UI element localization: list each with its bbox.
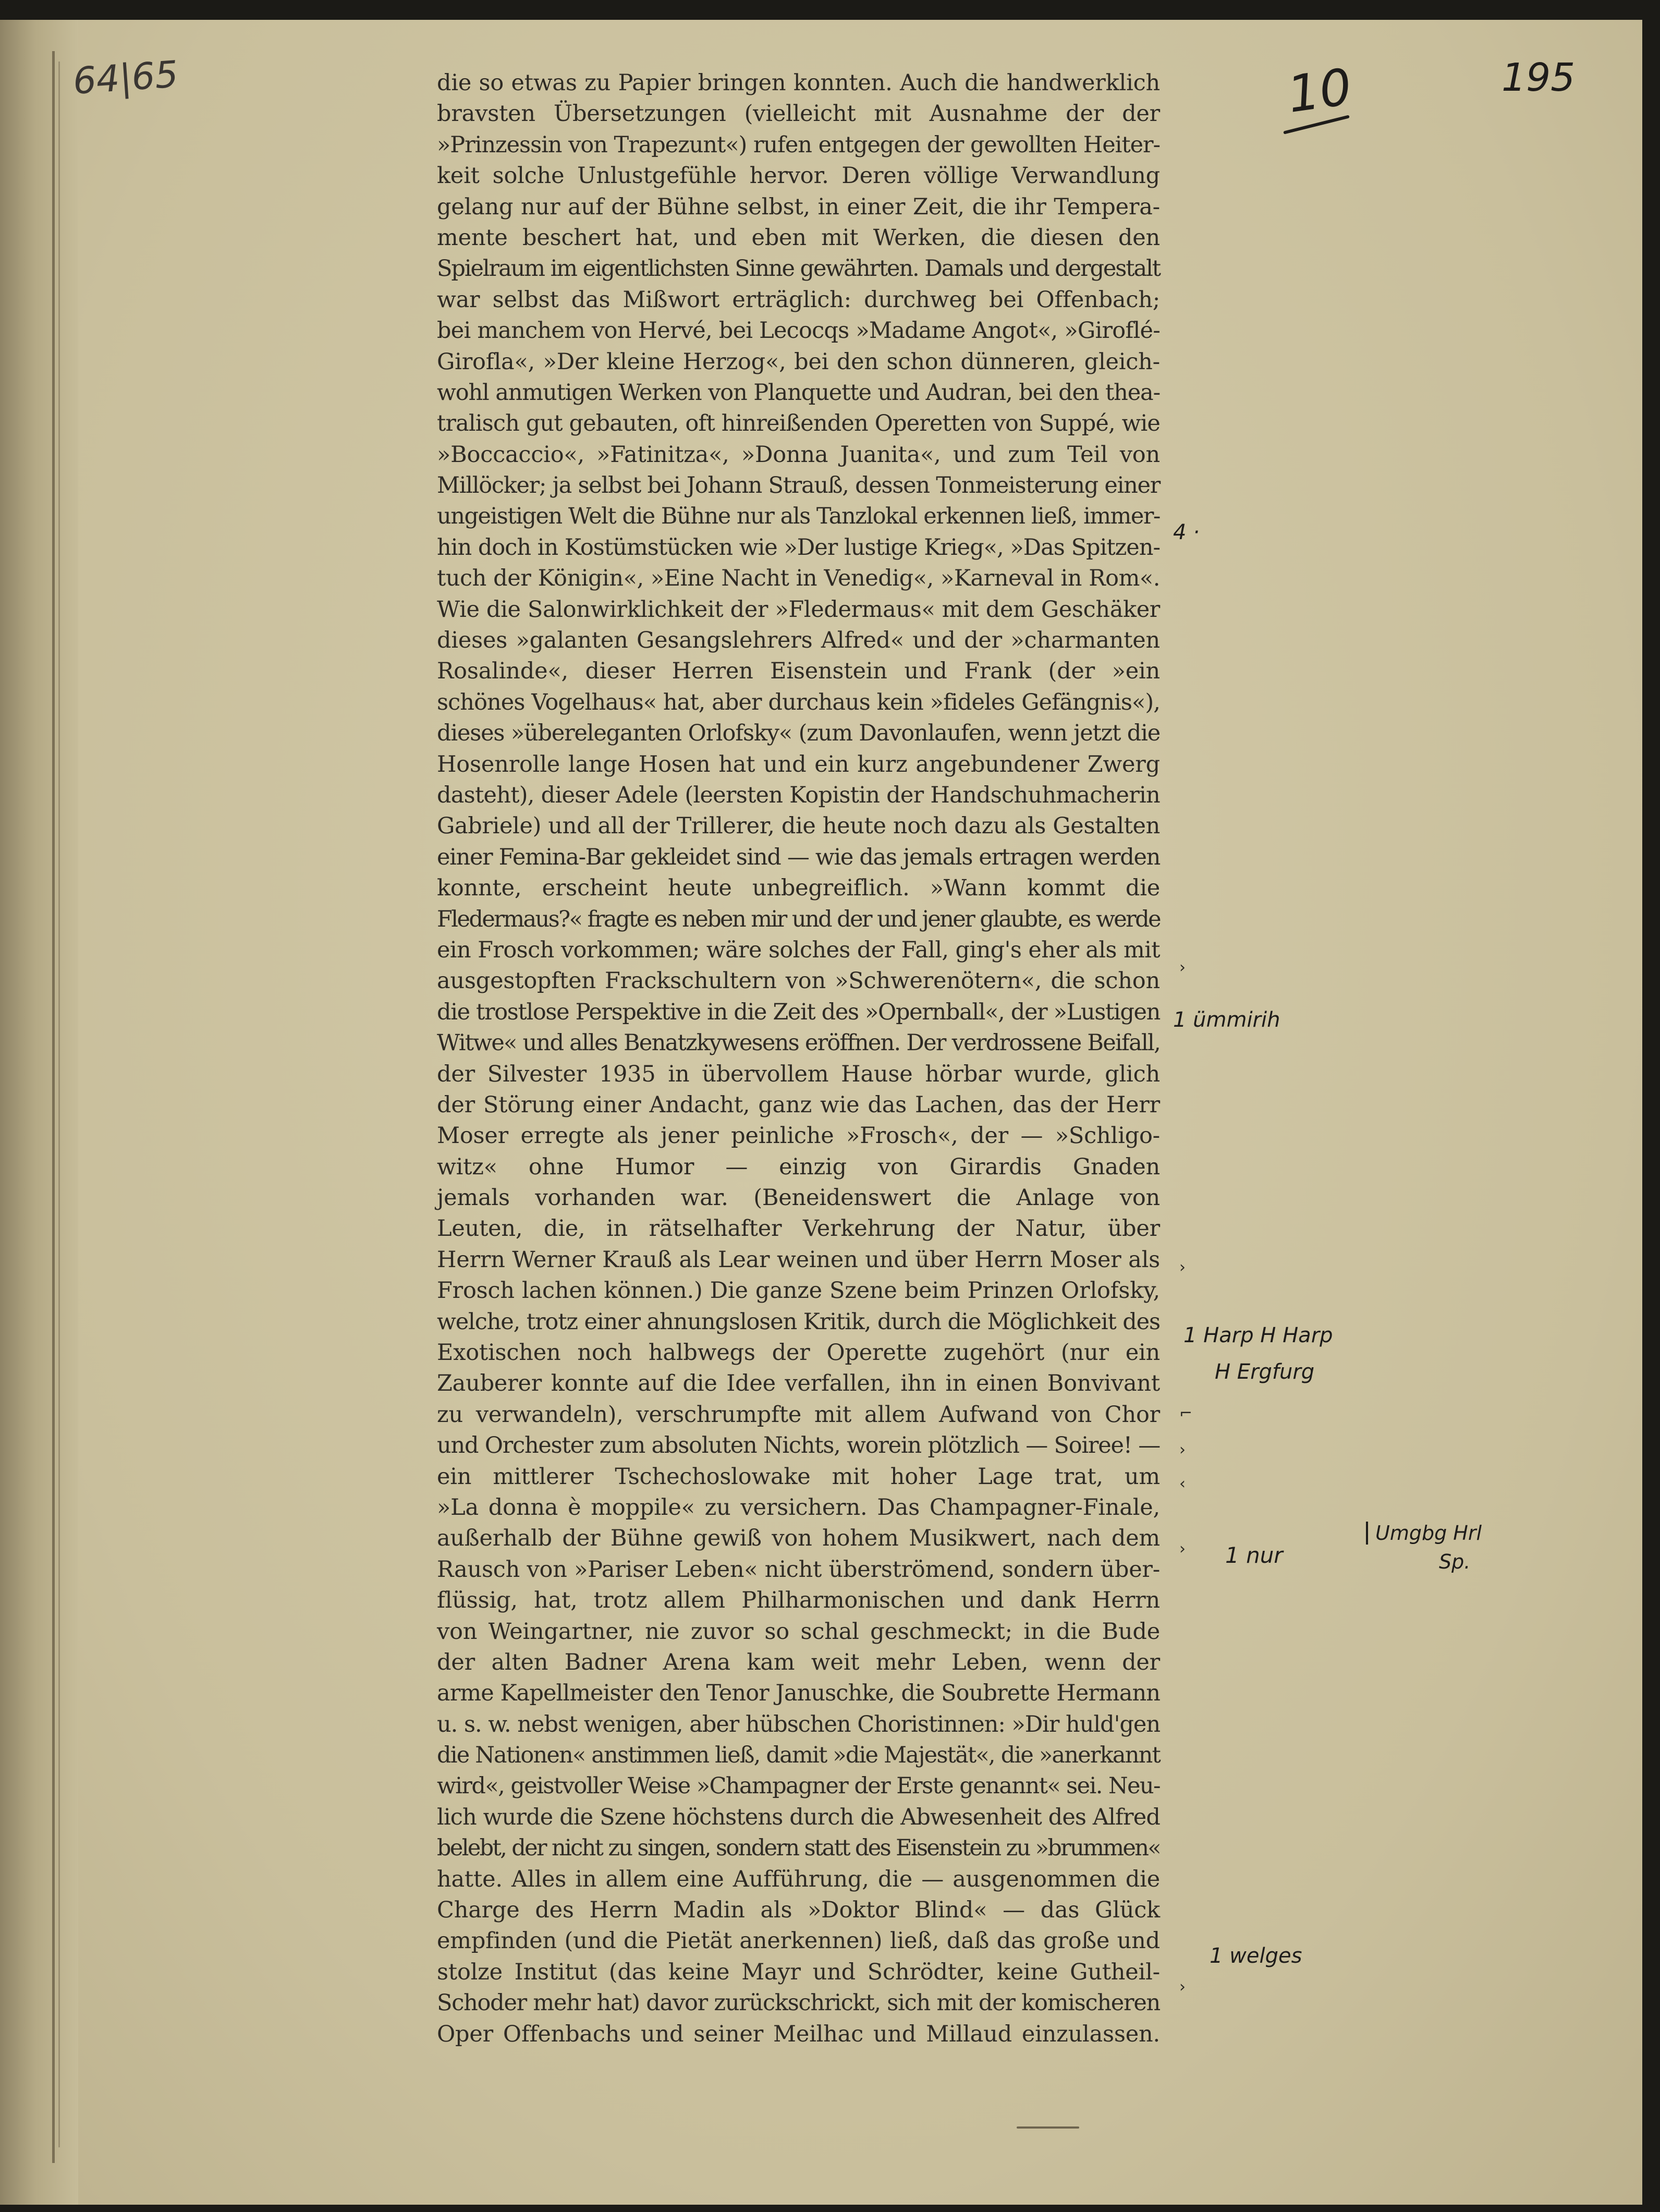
text-line: war selbst das Mißwort erträglich: durchweg bei Offenbach; — [437, 286, 1160, 313]
text-line: mente beschert hat, und eben mit Werken, die diesen den — [437, 224, 1160, 251]
text-line: der alten Badner Arena kam weit mehr Leben, wenn der — [437, 1649, 1160, 1675]
text-line: lich wurde die Szene höchstens durch die Abwesenheit des Alfred — [437, 1804, 1160, 1830]
margin-tick: ‹ — [1179, 1475, 1186, 1493]
text-line: Wie die Salonwirklichkeit der »Fledermaus« mit dem Geschäker — [437, 596, 1160, 623]
text-line: »La donna è moppile« zu versichern. Das Champagner-Finale, — [437, 1494, 1160, 1521]
text-line: bei manchem von Hervé, bei Lecocqs »Madame Angot«, »Giroflé- — [437, 318, 1160, 344]
text-line: der Silvester 1935 in übervollem Hause hörbar wurde, glich — [437, 1061, 1160, 1087]
text-line: dieses »galanten Gesangslehrers Alfred« und der »charmanten — [437, 627, 1160, 654]
text-line: Zauberer konnte auf die Idee verfallen, ihn in einen Bonvivant — [437, 1370, 1160, 1397]
text-line: Gabriele) und all der Trillerer, die heute noch dazu als Gestalten — [437, 813, 1160, 840]
margin-note: Sp. — [1439, 1550, 1471, 1573]
margin-tick: › — [1179, 1978, 1186, 1996]
margin-note: 1 Harp H Harp — [1183, 1323, 1333, 1347]
text-line: hin doch in Kostümstücken wie »Der lustige Krieg«, »Das Spitzen- — [437, 534, 1160, 561]
bottom-smudge — [1017, 2126, 1079, 2129]
text-line: empfinden (und die Pietät anerkennen) ließ, daß das große und — [437, 1928, 1160, 1954]
text-line: Oper Offenbachs und seiner Meilhac und Millaud einzulassen. — [437, 2021, 1160, 2047]
annotation-page-number: 195 — [1502, 55, 1576, 100]
text-line: Exotischen noch halbwegs der Operette zugehört (nur ein — [437, 1340, 1160, 1366]
text-line: stolze Institut (das keine Mayr und Schrödter, keine Gutheil- — [437, 1959, 1160, 1985]
text-line: Moser erregte als jener peinliche »Frosch«, der — »Schligo- — [437, 1123, 1160, 1149]
text-line: von Weingartner, nie zuvor so schal geschmeckt; in die Bude — [437, 1618, 1160, 1645]
text-line: Schoder mehr hat) davor zurückschrickt, sich mit der komischeren — [437, 1990, 1160, 2016]
binding-edge — [52, 51, 55, 2163]
text-line: Spielraum im eigentlichsten Sinne gewährten. Damals und dergestalt — [437, 256, 1160, 282]
text-line: dieses »übereleganten Orlofsky« (zum Davonlaufen, wenn jetzt die — [437, 720, 1160, 747]
text-line: tralisch gut gebauten, oft hinreißenden Operetten von Suppé, wie — [437, 410, 1160, 437]
text-line: bravsten Übersetzungen (vielleicht mit Ausnahme der der — [437, 101, 1160, 127]
text-line: ungeistigen Welt die Bühne nur als Tanzlokal erkennen ließ, immer- — [437, 503, 1160, 530]
margin-note: H Ergfurg — [1215, 1360, 1315, 1384]
text-line: arme Kapellmeister den Tenor Januschke, die Soubrette Hermann — [437, 1680, 1160, 1707]
text-line: Witwe« und alles Benatzkywesens eröffnen. Der verdrossene Beifall, — [437, 1030, 1160, 1056]
text-line: jemals vorhanden war. (Beneidenswert die Anlage von — [437, 1185, 1160, 1211]
text-line: belebt, der nicht zu singen, sondern statt des Eisenstein zu »brummen« — [437, 1835, 1160, 1862]
text-line: Rausch von »Pariser Leben« nicht überströmend, sondern über- — [437, 1556, 1160, 1583]
text-line: ausgestopften Frackschultern von »Schwerenötern«, die schon — [437, 968, 1160, 994]
text-line: Millöcker; ja selbst bei Johann Strauß, dessen Tonmeisterung einer — [437, 472, 1160, 499]
text-line: Girofla«, »Der kleine Herzog«, bei den schon dünneren, gleich- — [437, 348, 1160, 375]
text-line: witz« ohne Humor — einzig von Girardis Gnaden — [437, 1153, 1160, 1180]
text-line: die so etwas zu Papier bringen konnten. Auch die handwerklich — [437, 70, 1160, 96]
annotation-top-center: 10 — [1284, 57, 1356, 124]
text-line: wohl anmutigen Werken von Planquette und Audran, bei den thea- — [437, 379, 1160, 406]
text-line: ein mittlerer Tschechoslowake mit hoher Lage trat, um — [437, 1463, 1160, 1490]
text-line: und Orchester zum absoluten Nichts, worein plötzlich — Soiree! — — [437, 1432, 1160, 1459]
text-line: tuch der Königin«, »Eine Nacht in Venedig«, »Karneval in Rom«. — [437, 565, 1160, 592]
margin-tick: › — [1179, 1441, 1186, 1459]
binding-gutter — [0, 20, 78, 2205]
text-line: einer Femina-Bar gekleidet sind — wie das jemals ertragen werden — [437, 844, 1160, 870]
text-line: »Boccaccio«, »Fatinitza«, »Donna Juanita«, und zum Teil von — [437, 441, 1160, 468]
text-line: »Prinzessin von Trapezunt«) rufen entgegen der gewollten Heiter- — [437, 131, 1160, 158]
text-line: zu verwandeln), verschrumpfte mit allem Aufwand von Chor — [437, 1401, 1160, 1428]
text-line: gelang nur auf der Bühne selbst, in einer Zeit, die ihr Tempera- — [437, 193, 1160, 220]
margin-tick: ⌐ — [1179, 1404, 1193, 1423]
text-line: Frosch lachen können.) Die ganze Szene beim Prinzen Orlofsky, — [437, 1278, 1160, 1304]
text-line: keit solche Unlustgefühle hervor. Deren völlige Verwandlung — [437, 163, 1160, 189]
text-line: schönes Vogelhaus« hat, aber durchaus kein »fideles Gefängnis«), — [437, 689, 1160, 715]
margin-tick: › — [1179, 1258, 1186, 1277]
document-page — [0, 20, 1642, 2205]
margin-note: 1 ümmirih — [1173, 1008, 1280, 1032]
text-line: wird«, geistvoller Weise »Champagner der Erste genannt« sei. Neu- — [437, 1773, 1160, 1800]
text-line: die Nationen« anstimmen ließ, damit »die Majestät«, die »anerkannt — [437, 1742, 1160, 1769]
text-line: dasteht), dieser Adele (leersten Kopistin der Handschuhmacherin — [437, 782, 1160, 808]
margin-tick: › — [1179, 1540, 1186, 1558]
text-line: Fledermaus?« fragte es neben mir und der und jener glaubte, es werde — [437, 906, 1160, 932]
text-line: u. s. w. nebst wenigen, aber hübschen Choristinnen: »Dir huld'gen — [437, 1711, 1160, 1737]
margin-tick: › — [1179, 958, 1186, 977]
text-line: Leuten, die, in rätselhafter Verkehrung der Natur, über — [437, 1216, 1160, 1242]
text-line: die trostlose Perspektive in die Zeit des »Opernball«, der »Lustigen — [437, 999, 1160, 1025]
text-line: ein Frosch vorkommen; wäre solches der Fall, ging's eher als mit — [437, 937, 1160, 963]
text-line: außerhalb der Bühne gewiß von hohem Musikwert, nach dem — [437, 1525, 1160, 1552]
margin-note: 4 · — [1173, 520, 1200, 544]
text-line: Hosenrolle lange Hosen hat und ein kurz angebundener Zwerg — [437, 751, 1160, 777]
text-line: welche, trotz einer ahnungslosen Kritik, durch die Möglichkeit des — [437, 1308, 1160, 1335]
text-line: Rosalinde«, dieser Herren Eisenstein und Frank (der »ein — [437, 658, 1160, 685]
margin-note: 1 nur — [1225, 1542, 1283, 1568]
annotation-top-left: 64|65 — [71, 53, 180, 103]
text-line: flüssig, hat, trotz allem Philharmonischen und dank Herrn — [437, 1587, 1160, 1614]
margin-note: Umgbg Hrl — [1366, 1522, 1482, 1545]
text-line: konnte, erscheint heute unbegreiflich. »Wann kommt die — [437, 875, 1160, 902]
text-line: Herrn Werner Krauß als Lear weinen und über Herrn Moser als — [437, 1246, 1160, 1273]
text-line: hatte. Alles in allem eine Aufführung, die — ausgenommen die — [437, 1866, 1160, 1892]
text-line: der Störung einer Andacht, ganz wie das Lachen, das der Herr — [437, 1091, 1160, 1118]
body-text — [437, 68, 1160, 2050]
margin-note: 1 welges — [1210, 1944, 1302, 1968]
binding-edge-inner — [58, 62, 60, 2147]
text-line: Charge des Herrn Madin als »Doktor Blind« — das Glück — [437, 1897, 1160, 1924]
